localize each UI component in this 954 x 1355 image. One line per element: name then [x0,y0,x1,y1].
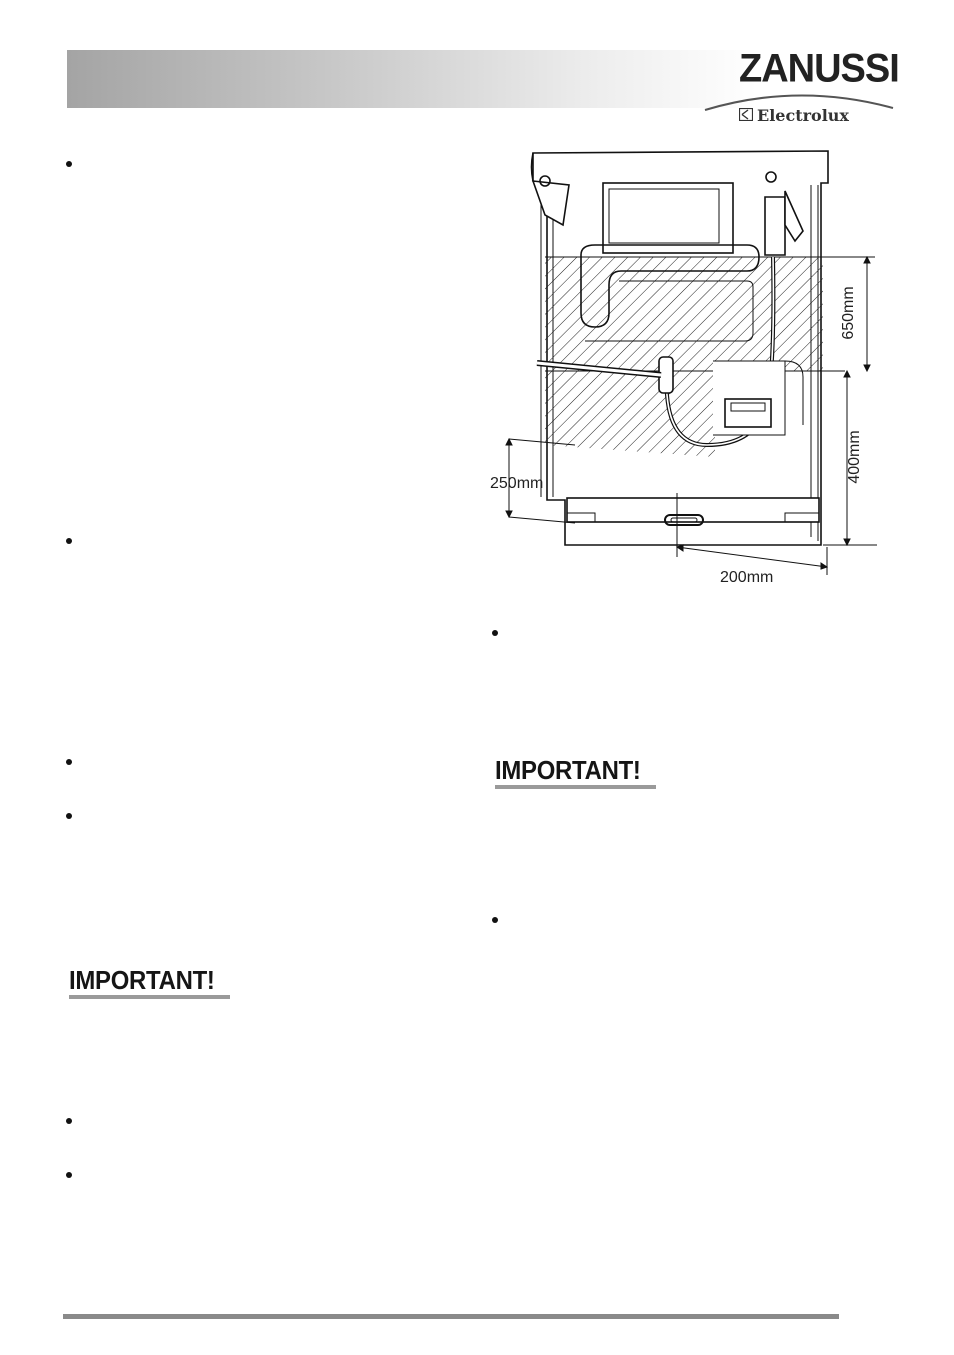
hatched-zone [545,257,875,457]
dimension-label-650: 650mm [840,286,857,340]
sub-brand [739,106,849,125]
bullet-marker [492,630,498,636]
bullet-marker [492,917,498,923]
electrolux-icon [739,106,753,125]
bullet-marker [66,1118,72,1124]
bullet-marker [66,813,72,819]
dimension-label-200: 200mm [720,569,774,586]
bullet-marker [66,1172,72,1178]
bullet-marker [66,759,72,765]
dimension-label-250: 250mm [490,475,544,492]
important-underline-left [69,995,230,999]
sub-brand-label: Electrolux [757,106,849,125]
header-gradient-bar [67,50,757,108]
brand-logo [703,48,897,130]
important-heading-right: IMPORTANT! [495,755,641,785]
footer-rule [63,1314,839,1319]
bullet-marker [66,161,72,167]
installation-diagram [485,145,885,595]
bullet-marker [66,538,72,544]
important-heading-left: IMPORTANT! [69,965,215,995]
important-underline-right [495,785,656,789]
dimension-label-400: 400mm [846,430,863,484]
brand-name: ZANUSSI [739,46,899,92]
